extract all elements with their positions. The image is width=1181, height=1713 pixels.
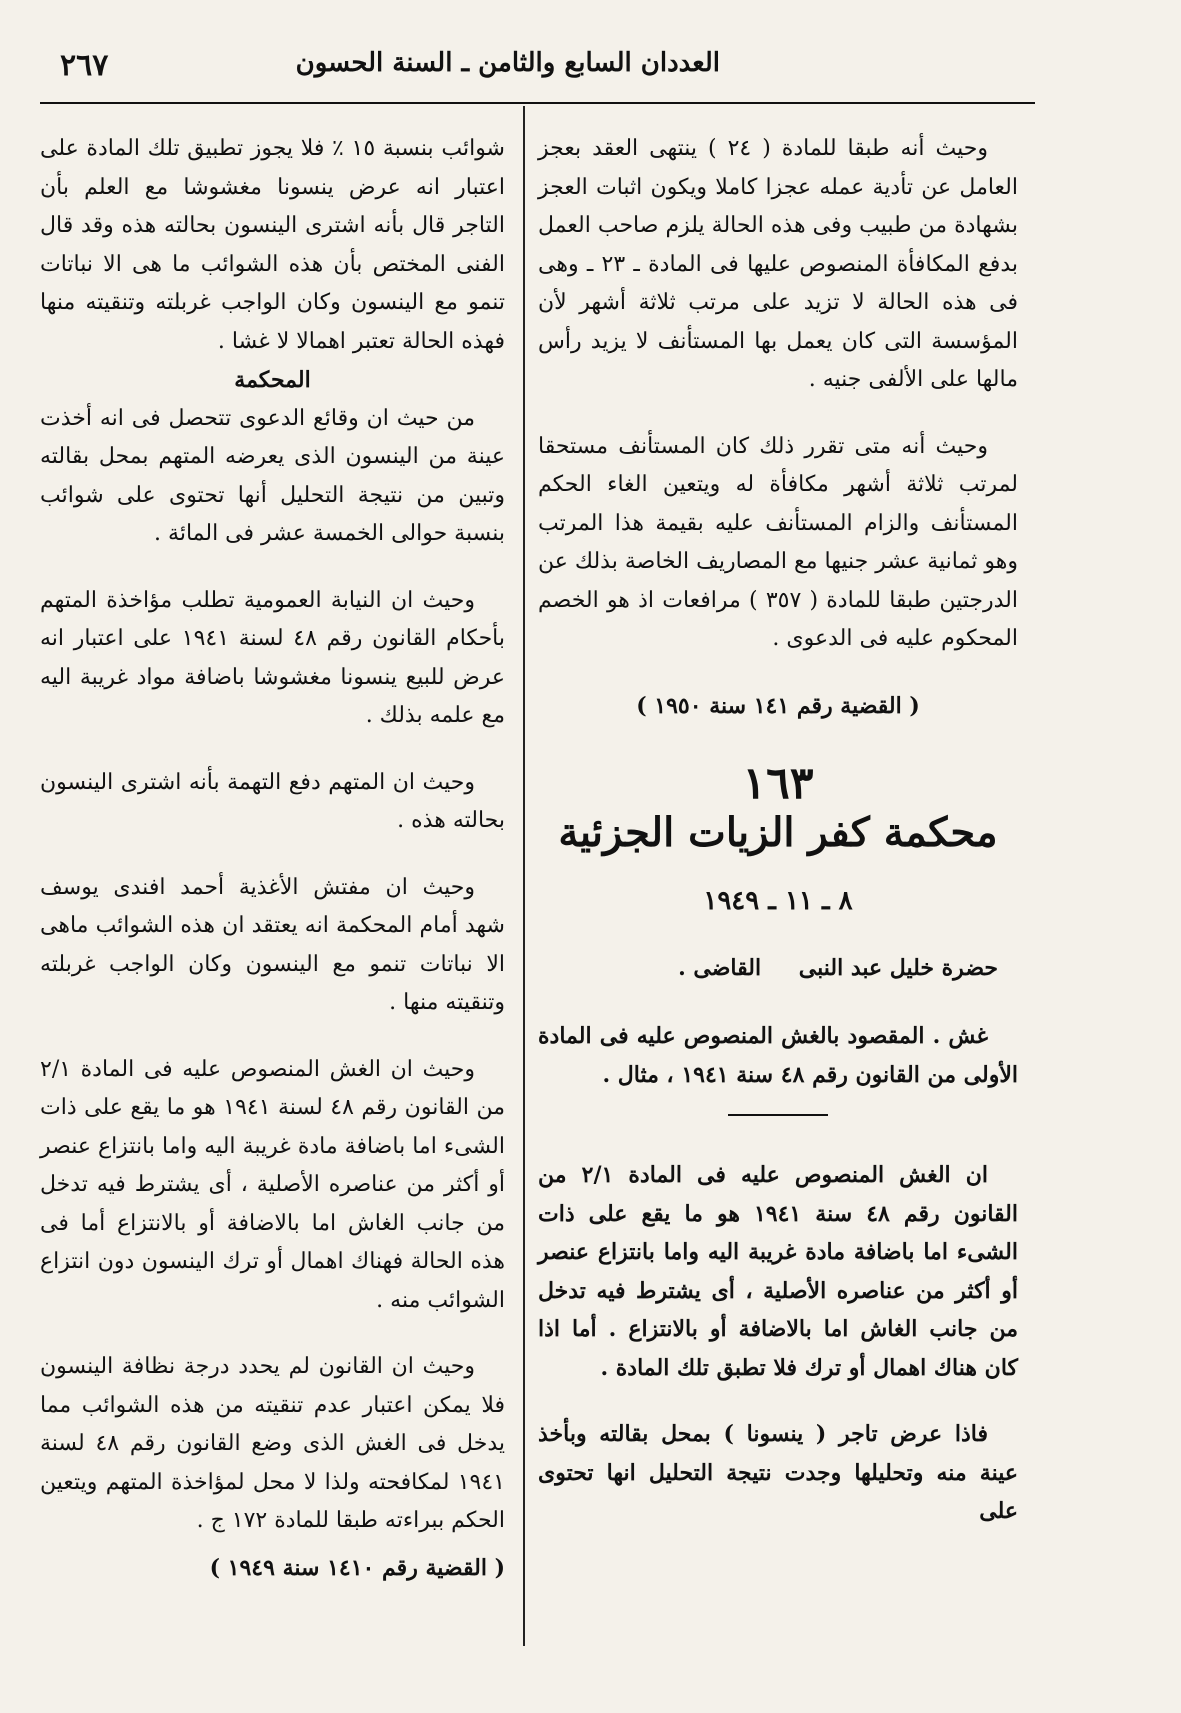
paragraph: وحيث أنه متى تقرر ذلك كان المستأنف مستحقا لمرتب ثلاثة أشهر مكافأة له ويتعين الغاء الحكم المستأنف والزام المستأنف عليه بقيمة هذا المرتب وهو ثمانية عشر جنيها مع المصاريف الخاصة بذلك عن الدرجتين طبقا للمادة ( ٣٥٧ ) مرافعات اذ هو الخصم المحكوم عليه فى الدعوى . — [538, 433, 1018, 651]
case-reference: ( القضية رقم ١٤١ سنة ١٩٥٠ ) — [636, 692, 920, 719]
case-number: ١٦٣ — [742, 758, 814, 809]
header-rule — [40, 102, 1035, 104]
paragraph: وحيث أنه طبقا للمادة ( ٢٤ ) ينتهى العقد بعجز العامل عن تأدية عمله عجزا كاملا ويكون اثبات العجز بشهادة من طبيب وفى هذه الحالة يلزم صاحب العمل بدفع المكافأة المنصوص عليها فى المادة ـ ٢٣ ـ وهى فى هذه الحالة لا تزيد على مرتب ثلاثة أشهر لأن المؤسسة التى كان يعمل بها المستأنف لا يزيد رأس مالها على الألفى جنيه . — [538, 136, 1018, 392]
page-number: ٢٦٧ — [60, 48, 109, 83]
paragraph: من حيث ان وقائع الدعوى تتحصل فى انه أخذت عينة من الينسون الذى يعرضه المتهم بمحل بقالته وتبين من نتيجة التحليل أنها تحتوى على شوائب بنسبة حوالى الخمسة عشر فى المائة . — [40, 405, 505, 546]
section-heading: المحكمة — [234, 367, 311, 393]
paragraph: ان الغش المنصوص عليه فى المادة ٢/١ من القانون رقم ٤٨ سنة ١٩٤١ هو ما يقع على ذات الشىء اما باضافة مادة غريبة اليه واما بانتزاع عنصر أو أكثر من عناصره الأصلية ، أى يشترط فيه تدخل من جانب الغاش اما بالاضافة أو بالانتزاع . أما اذا كان هناك اهمال أو ترك فلا تطبق تلك المادة . — [538, 1162, 1018, 1381]
summary: غش . المقصود بالغش المنصوص عليه فى المادة الأولى من القانون رقم ٤٨ سنة ١٩٤١ ، مثال . — [538, 1023, 1018, 1088]
paragraph: وحيث ان المتهم دفع التهمة بأنه اشترى الينسون بحالته هذه . — [40, 769, 505, 833]
paragraph: وحيث ان مفتش الأغذية أحمد افندى يوسف شهد أمام المحكمة انه يعتقد ان هذه الشوائب ماهى الا نباتات تنمو مع الينسون وكان الواجب غربلته وتنقيته منها . — [40, 874, 505, 1015]
paragraph: وحيث ان الغش المنصوص عليه فى المادة ٢/١ من القانون رقم ٤٨ لسنة ١٩٤١ هو ما يقع على ذات الشىء اما باضافة مادة غريبة اليه واما بانتزاع عنصر أو أكثر من عناصره الأصلية ، أى يشترط فيه تدخل من جانب الغاش اما بالاضافة أو بالانتزاع أما فى هذه الحالة فهناك اهمال أو ترك الينسون دون انتزاع الشوائب منه . — [40, 1056, 505, 1313]
paragraph: وحيث ان القانون لم يحدد درجة نظافة الينسون فلا يمكن اعتبار عدم تنقيته من هذه الشوائب مما يدخل فى الغش الذى وضع القانون رقم ٤٨ لسنة ١٩٤١ لمكافحته ولذا لا محل لمؤاخذة المتهم ويتعين الحكم ببراءته طبقا للمادة ١٧٢ ج . — [40, 1354, 505, 1533]
paragraph: فاذا عرض تاجر ( ينسونا ) بمحل بقالته وبأخذ عينة منه وتحليلها وجدت نتيجة التحليل انها تحتوى على — [538, 1421, 1018, 1524]
running-title: العددان السابع والثامن ـ السنة الحسون — [295, 48, 720, 78]
section-rule — [728, 1114, 828, 1116]
left-column — [40, 130, 505, 1587]
judge-line — [538, 949, 1018, 988]
judgment-date: ٨ ـ ١١ ـ ١٩٤٩ — [703, 886, 853, 916]
paragraph: وحيث ان النيابة العمومية تطلب مؤاخذة المتهم بأحكام القانون رقم ٤٨ لسنة ١٩٤١ على اعتبار انه عرض للبيع ينسونا مغشوشا باضافة مواد غريبة اليه مع علمه بذلك . — [40, 587, 506, 728]
page-header — [40, 48, 1040, 98]
judge-title: القاضى . — [678, 954, 762, 981]
right-column — [538, 130, 1018, 1531]
column-divider — [523, 106, 525, 1646]
judge-name: حضرة خليل عبد النبى — [798, 954, 998, 981]
court-name: محكمة كفر الزيات الجزئية — [558, 808, 998, 856]
paragraph: شوائب بنسبة ١٥ ٪ فلا يجوز تطبيق تلك المادة على اعتبار انه عرض ينسونا مغشوشا مع العلم بأن التاجر قال بأنه اشترى الينسون بحالته هذه وقد قال الفنى المختص بأن هذه الشوائب ما هى الا نباتات تنمو مع الينسون وكان الواجب غربلته وتنقيته منها فهذه الحالة تعتبر اهمالا لا غشا . — [40, 136, 505, 354]
case-reference: ( القضية رقم ١٤١٠ سنة ١٩٤٩ ) — [209, 1554, 505, 1581]
